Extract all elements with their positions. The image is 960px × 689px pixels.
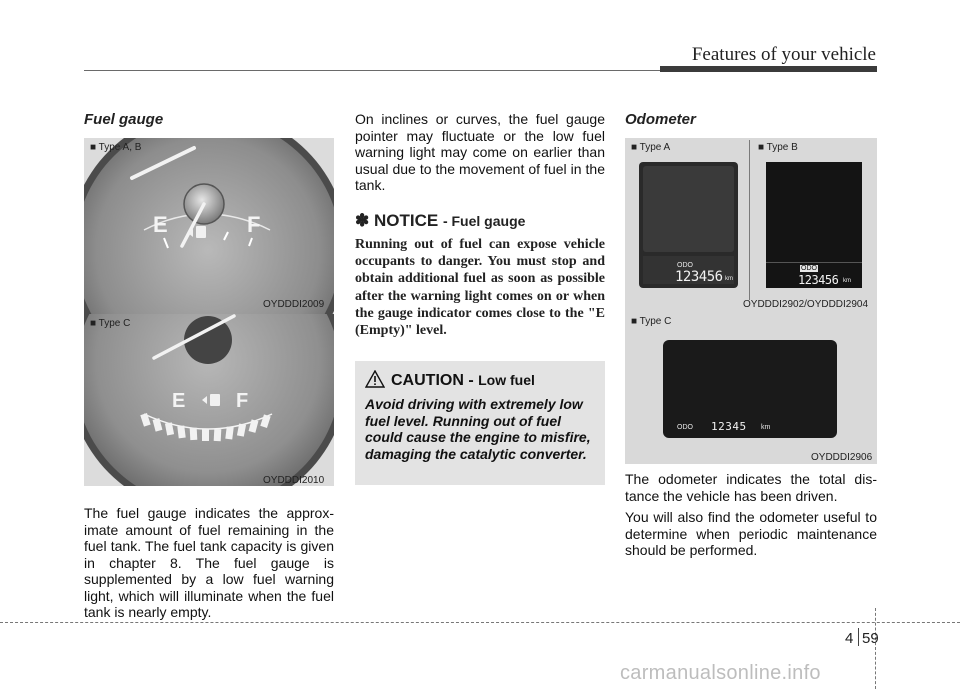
header-rule — [84, 70, 660, 71]
fuel-gauge-fluctuation-text: On inclines or curves, the fuel gauge pointer may fluctuate or the low fuel warning light may come on earlier than usual due to the movement of fuel in the tank. — [355, 111, 605, 193]
caution-body: Avoid driving with extremely low fuel level. Running out of fuel could cause the engine to misfire, damaging the catalytic converter. — [365, 396, 591, 462]
odometer-figure-code-ab: OYDDDI2902/OYDDDI2904 — [743, 299, 869, 310]
footer-dashed-rule — [0, 622, 960, 623]
fuel-gauge-illustration-c — [84, 314, 334, 486]
display-a-upper — [643, 166, 734, 252]
caution-label: CAUTION - — [391, 372, 474, 389]
odo-label-c: ODO — [677, 424, 693, 431]
notice-label: NOTICE — [373, 211, 439, 230]
fuel-gauge-figure-code-2: OYDDDI2010 — [263, 475, 325, 486]
fuel-gauge-type-ab-label: ■ Type A, B — [90, 142, 142, 153]
fuel-full-mark-c: F — [236, 390, 249, 412]
display-b-rule — [766, 262, 862, 263]
odometer-type-c-label: ■ Type C — [631, 316, 672, 327]
fuel-full-mark: F — [247, 212, 261, 237]
notice-heading — [355, 211, 525, 231]
page-number-divider — [858, 628, 859, 646]
odometer-display-type-b — [766, 162, 862, 288]
notice-body: Running out of fuel can expose vehicle occupants to danger. You must stop and obtain additional fuel as soon as possible after the warning light comes on or when the gauge indicator comes close to the "E (Empty)" level. — [355, 237, 605, 339]
odometer-figure-type-c — [625, 312, 877, 464]
fuel-gauge-illustration-ab — [84, 138, 334, 314]
odo-value-c: 12345 — [711, 420, 747, 433]
notice-subtitle: - Fuel gauge — [442, 213, 526, 229]
caution-subtitle: Low fuel — [478, 372, 535, 388]
footer-vertical-dash — [875, 608, 876, 689]
odo-unit-a: km — [725, 276, 733, 282]
odometer-divider — [749, 140, 750, 300]
odo-value-b: 123456 — [798, 273, 839, 287]
header-title: Features of your vehicle — [691, 44, 876, 65]
odometer-description-2: You will also find the odometer useful to determine when periodic maintenance should be performed. — [625, 509, 877, 558]
fuel-empty-mark: E — [153, 212, 168, 237]
odometer-type-a-label: ■ Type A — [631, 142, 671, 153]
odo-label-a: ODO — [677, 262, 693, 269]
odo-value-a: 123456 — [675, 269, 723, 285]
fuel-gauge-figure-code-1: OYDDDI2009 — [263, 299, 325, 310]
odo-unit-b: km — [843, 278, 851, 284]
notice-symbol: ✽ — [355, 211, 370, 230]
fuel-gauge-description: The fuel gauge indicates the approximate amount of fuel remaining in the fuel tank. The fuel tank capacity is given in chapter 8. The fuel gauge is supplemented by a low fuel warning light, which will illuminate when the fuel tank is nearly empty. — [84, 505, 334, 620]
fuel-empty-mark-c: E — [172, 390, 186, 412]
odometer-figure-code-c: OYDDDI2906 — [811, 452, 873, 463]
page-number: 59 — [862, 630, 879, 647]
fuel-gauge-type-c-label: ■ Type C — [90, 318, 131, 329]
warning-triangle-icon — [365, 370, 385, 388]
odometer-description-1: The odometer indicates the total distance the vehicle has been driven. — [625, 471, 877, 504]
odometer-title: Odometer — [625, 111, 696, 128]
odo-label-b: ODO — [801, 265, 817, 272]
header-bar — [660, 66, 877, 72]
odometer-display-type-c — [663, 340, 837, 438]
odo-unit-c: km — [761, 424, 771, 431]
caution-box — [355, 361, 605, 485]
odometer-type-b-label: ■ Type B — [758, 142, 798, 153]
odometer-display-type-a — [639, 162, 738, 288]
odometer-figure-type-ab — [625, 138, 877, 312]
fuel-gauge-title: Fuel gauge — [84, 111, 164, 128]
chapter-number: 4 — [845, 630, 854, 647]
caution-heading — [391, 372, 535, 390]
fuel-gauge-figure-type-ab — [84, 138, 334, 314]
watermark: carmanualsonline.info — [620, 662, 821, 684]
fuel-gauge-figure-type-c — [84, 314, 334, 486]
